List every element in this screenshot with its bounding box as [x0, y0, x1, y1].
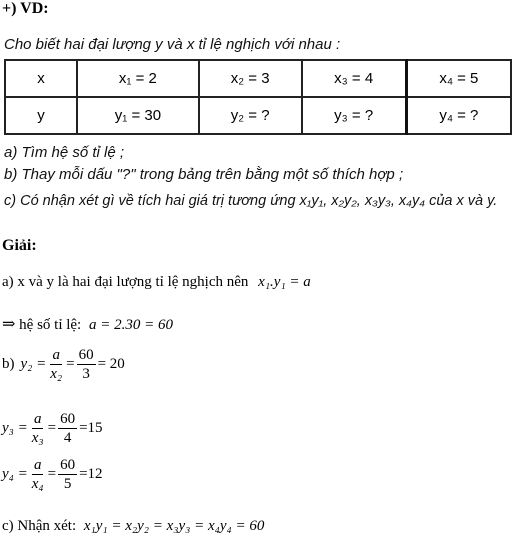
table-cell: y₂ = ? — [199, 97, 302, 134]
y2-lhs: y₂ = — [20, 356, 47, 372]
problem-intro: Cho biết hai đại lượng y và x tỉ lệ nghịch với nhau : — [4, 36, 341, 53]
table-cell: x₃ = 4 — [302, 60, 407, 97]
y4-result: =12 — [79, 466, 103, 482]
table-cell: x₁ = 2 — [77, 60, 199, 97]
answer-a-formula: x₁.y₁ = a — [258, 274, 311, 290]
coefficient-line — [2, 314, 173, 334]
answer-b-label: b) — [2, 356, 15, 372]
question-b: b) Thay mỗi dấu "?" trong bảng trên bằng một số thích hợp ; — [4, 166, 404, 183]
denominator: x₂ — [50, 366, 63, 382]
y3-lhs: y₃ = — [2, 420, 28, 436]
table-row-y — [5, 97, 511, 134]
answer-c-text: c) Nhận xét: — [2, 518, 77, 534]
table-cell: x₄ = 5 — [406, 60, 511, 97]
fraction — [77, 346, 96, 383]
question-c: c) Có nhận xét gì về tích hai giá trị tương ứng x₁y₁, x₂y₂, x₃y₃, x₄y₄ của x và y. — [4, 193, 498, 209]
denominator: x₃ — [31, 430, 44, 446]
values-table — [4, 59, 512, 135]
table-cell: y₁ = 30 — [77, 97, 199, 134]
fraction — [58, 410, 77, 447]
denominator: 5 — [63, 476, 72, 492]
example-heading: +) VD: — [2, 0, 49, 17]
question-a: a) Tìm hệ số tỉ lệ ; — [4, 144, 125, 161]
numerator: a — [52, 347, 60, 363]
numerator: 60 — [78, 347, 94, 363]
fraction — [58, 456, 77, 493]
equals-sign: = — [47, 420, 57, 436]
denominator: 3 — [82, 366, 90, 382]
table-cell: y₄ = ? — [406, 97, 511, 134]
denominator: 4 — [63, 430, 72, 446]
answer-b-y2 — [2, 346, 125, 383]
table-cell: y₃ = ? — [302, 97, 407, 134]
table-cell: x — [5, 60, 77, 97]
table-row-x — [5, 60, 511, 97]
implies-icon: ⇒ — [2, 316, 16, 333]
coefficient-formula: a = 2.30 = 60 — [88, 317, 173, 333]
fraction — [30, 410, 46, 447]
y4-lhs: y₄ = — [2, 466, 28, 482]
equals-sign: = — [47, 466, 57, 482]
y2-result: = 20 — [97, 356, 125, 372]
answer-b-y3 — [2, 410, 103, 447]
y3-result: =15 — [79, 420, 103, 436]
denominator: x₄ — [31, 476, 44, 492]
fraction — [48, 346, 64, 383]
numerator: a — [33, 411, 42, 427]
answer-c — [2, 518, 264, 535]
answer-c-formula: x₁y₁ = x₂y₂ = x₃y₃ = x₄y₄ = 60 — [83, 518, 265, 534]
numerator: 60 — [60, 457, 76, 473]
table-cell: x₂ = 3 — [199, 60, 302, 97]
equals-sign: = — [66, 356, 75, 372]
numerator: 60 — [60, 411, 76, 427]
coefficient-label: hệ số tỉ lệ: — [19, 317, 82, 333]
numerator: a — [33, 457, 42, 473]
answer-a-text: a) x và y là hai đại lượng tỉ lệ nghịch nên — [2, 274, 249, 290]
fraction — [30, 456, 46, 493]
solution-heading: Giải: — [2, 237, 37, 254]
table-cell: y — [5, 97, 77, 134]
answer-a — [2, 274, 311, 291]
answer-b-y4 — [2, 456, 103, 493]
